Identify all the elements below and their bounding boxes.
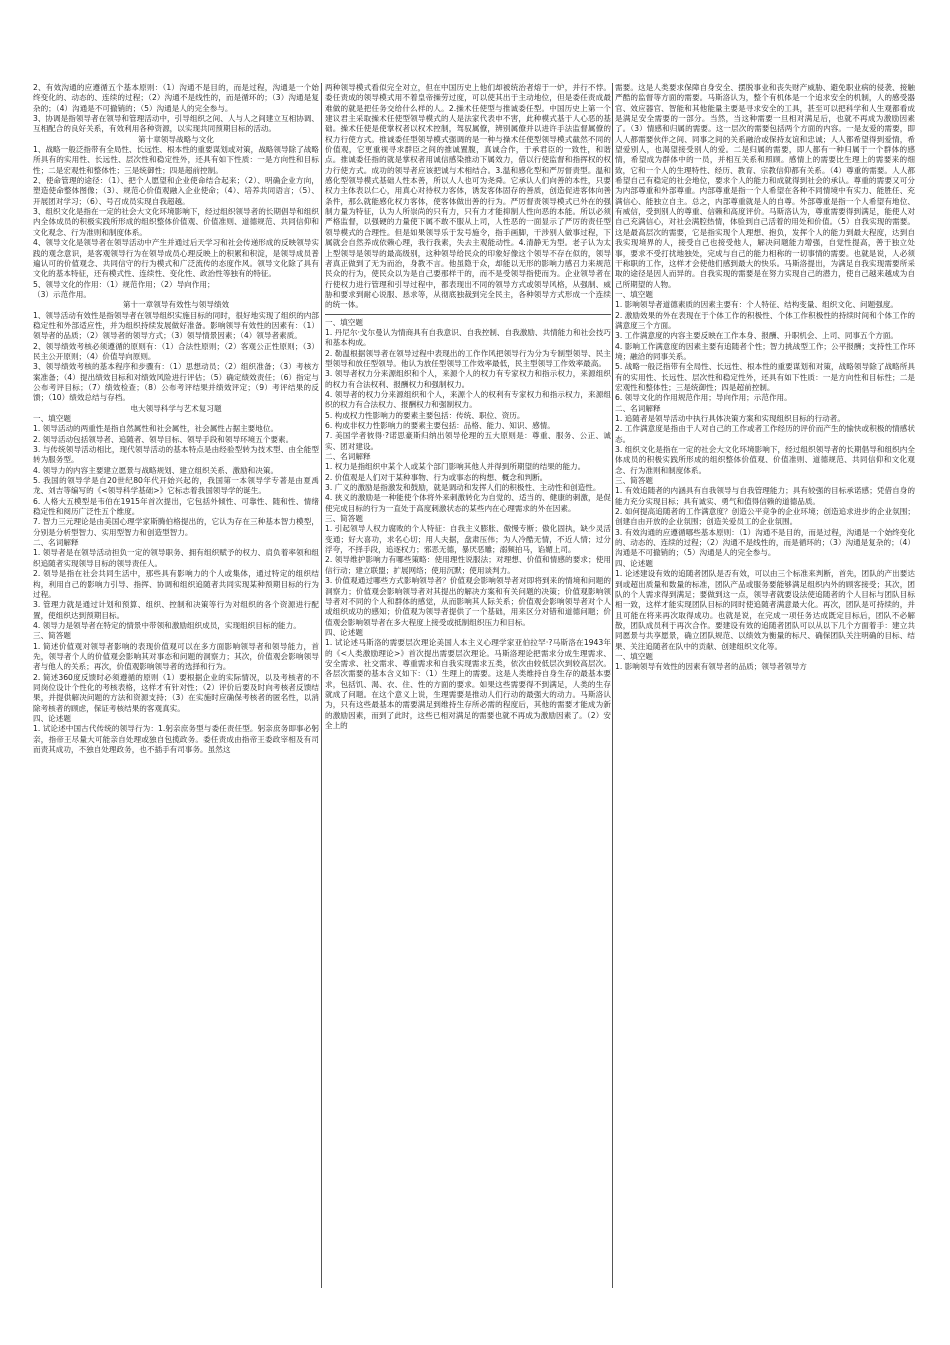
middle-column-separator — [325, 314, 611, 315]
text-paragraph: 4. 领导者的权力分来源组织和个人，来源个人的权利有专家权力和指示权力，来源组织的权力有合法权力、报酬权力和强制权力。 — [325, 389, 611, 410]
text-paragraph: 1. 试论述中国古代传统的领导行为：1.躬亲庶务型与委任责任型。躬亲庶务即事必躬亲，指帝王尽量大可能亲自处理或独自包揽政务。委任责成由指帝王委政宰相及有司而责其成功，不独自处理政务，也不插手有司事务。虽然这 — [33, 724, 319, 754]
column-middle — [325, 83, 611, 1288]
text-paragraph: 两种领导模式看似完全对立，但在中国历史上他们却被统治者熔于一炉，并行不悖。委任责成的领导模式用不着皇帝操劳过度，可以使其出于主动地位，但是委任责成最难做的就是把任务交给什么样的人。2.操术任使型与推诚委任型。中国历史上第一个建议君主采取操术任使型领导模式的人是法家代表申不害，此种模式基于人心恶的基础。操术任使是使掌权者以权术控制，驾驭属僚，辨别属僚并以进许手法监督属僚的权力行使方式。推诚委任型领导模式强调的是一种与操术任使型领导模式截然不同的价值观，它更重视寻求群臣之间的推诚置腹，真诚合作，于承君臣的一致性，和谐点。推诚委任指的就是掌权者用诚信感染推动下属效力，借以行使监督和指挥权的权力行使方式。成功的领导者应该把诚与术相结合。3.温和感化型和严厉督责型。温和感化型领导模式基础人性本善，所以人人也可为尧舜。它承认人们向善的本性，只要权力主体表以仁心，用真心对待权力客体，诱发客体固存的善质，创造促进客体向善条件，那么就能感化权力客体，使客体做出善的行为。严厉督责领导模式已外在的强制力量为特征，认为人所崇尚的只有力，只有力才能抑制人性向恶的本能。所以必须严格监督，以强硬的力量使下属不敢不服从上司，人性恶的一面显示了严厉的责任型领导模式的合理性。但是如果领导乐于发号施令，指手画脚，干涉别人做事过程，下属就会自然养成依赖心理，我行我素，失去主观能动性。4.清静无为型。老子认为太上型领导是领导的最高级别，这种领导给民众的印象好像这个领导不存在似的，领导者真正做到了无为而治，身教不言。他虽隐于众，却能以无形的影响力感召力来规范民众的行为，使民众以为是自己要那样干的，而不是受领导指使而为。企业领导者在行使权力进行管理和引导过程中，都表现出不同的领导方式或领导风格，从强制、威胁和要求到耐心说服、恳求等，从彻底独裁到完全民主，各种领导方式形成一个连续的统一体。 — [325, 83, 611, 310]
text-paragraph: 2. 激励效果的外在表现在于个体工作的积极性、个体工作积极性的持续时间和个体工作的满意度三个方面。 — [615, 310, 915, 330]
text-paragraph: 需要。这是人类要求保障自身安全、摆脱事业和丧失财产威胁、避免职业病的侵袭、接触严酷的监督等方面的需要。马斯洛认为，整个有机体是一个追求安全的机制，人的感受器官、效应器官、智能和其他能量主要是寻求安全的工具，甚至可以把科学和人生观都看成是满足安全需要的一部分。当然，当这种需要一旦相对满足后，也就不再成为激励因素了。（3）情感和归属的需要。这一层次的需要包括两个方面的内容。一是友爱的需要，即人人都需要伙伴之间、同事之间的关系融洽或保持友谊和忠诚；人人都希望得到爱情，希望爱别人，也渴望接受别人的爱。二是归属的需要，即人都有一种归属于一个群体的感情，希望成为群体中的一员，并相互关系和照顾。感情上的需要比生理上的需要来的细致，它和一个人的生理特性、经历、教育、宗教信仰都有关系。（4）尊重的需要。人人都希望自己有稳定的社会地位，要求个人的能力和成就得到社会的承认。尊重的需要又可分为内部尊重和外部尊重。内部尊重是指一个人希望在各种不同情境中有实力、能胜任、充满信心、能独立自主。总之，内部尊重就是人的自尊。外部尊重是指一个人希望有地位、有威信，受到别人的尊重、信赖和高度评价。马斯洛认为，尊重需要得到满足，能使人对自己充满信心，对社会满腔热情，体验到自己活着的用处和价值。（5）自我实现的需要。这是最高层次的需要，它是指实现个人理想、抱负，发挥个人的能力到最大程度，达到自我实现境界的人，接受自己也接受他人，解决问题能力增强，自觉性提高，善于独立处事，要求不受打扰地独处，完成与自己的能力相称的一切事情的需要。也就是说，人必须干称职的工作，这样才会使他们感到最大的快乐。马斯洛提出，为满足自我实现需要所采取的途径是因人而异的。自我实现的需要是在努力实现自己的潜力，使自己越来越成为自己所期望的人物。 — [615, 83, 915, 289]
text-paragraph: 2. 勒温根据领导者在领导过程中表现出的工作作风把领导行为分为专制型领导、民主型领导和放任型领导。他认为放任型领导工作效率最低，民主型领导工作效率最高。 — [325, 348, 611, 368]
text-paragraph: 6. 领导文化的作用规范作用；导向作用；示范作用。 — [615, 393, 792, 403]
text-paragraph: 三、简答题 — [615, 476, 653, 486]
text-paragraph: 1. 追随者是领导活动中执行具体决策方案和实现组织目标的行动者。 — [615, 414, 845, 423]
text-paragraph: 一、填空题 — [615, 651, 653, 661]
text-paragraph: 1. 权力是指组织中某个人或某个部门影响其他人并得到所期望的结果的能力。 — [325, 462, 586, 472]
text-paragraph: 4. 狭义的激励是一种能使个体将外来刺激转化为自觉的、适当的、健康的刺激，是促使完成目标的行为一直处于高度刺激状态的某些内在心理需求的外在因素。 — [325, 493, 611, 513]
text-paragraph: 1. 简述价值观对领导者影响的表现价值观可以在多方面影响领导者和领导能力，首先，领导者个人的价值观会影响其对事态和问题的洞察力；其次，价值观会影响领导者与他人的关系；再次，价值观影响领导者的选择和行为。 — [33, 641, 319, 672]
text-paragraph: 3. 与传统领导活动相比，现代领导活动的基本特点是由经验型转为技术型、由全能型转为服务型。 — [33, 445, 319, 465]
text-paragraph: 二、名词解释 — [33, 538, 79, 548]
text-paragraph: 3. 工作满意度的内容主要反映在工作本身、报酬、升职机会、上司、同事五个方面。 — [615, 331, 899, 341]
text-paragraph: 1. 论述建设有效的追随者团队是否有效，可以由三个标准来判断，首先，团队的产出要达到或超出质量和数量的标准，团队产品或服务要能够满足组织内外的顾客接受；其次，团队的个人需求得到满足；要做到这一点，领导者就要设法使追随者的个人目标与团队目标相一致，这样才能实现团队目标的同时使追随者满意最大化。再次，团队是可持续的，并且可能在将来再次取得成功。也就是说，在完成一项任务达成既定目标后，团队不必解散，团队成员利于再次合作。要建设有效的追随者团队可以从以下几个方面着手：建立共同愿景与共享愿景，确立团队规范、以绩效为衡量的标尺、确保团队关注明确的目标、结果、关注追随者在队中的贡献、创建组织文化等。 — [615, 569, 915, 651]
text-paragraph: 4、领导文化是领导者在领导活动中产生并通过后天学习和社会传递形成的反映领导实践的观念意识，是客观领导行为在领导成员心理反映上的积累和积淀，是领导成员普遍认可的价值观念、共同信守的行为模式和广泛流传的态度作风。领导文化除了具有文化的基本特征，还有模式性、连续性、变化性、政治性等独有的特征。 — [33, 238, 319, 279]
text-paragraph: 1. 影响领导有效性的因素有领导者的品质；领导者领导方 — [615, 662, 807, 672]
text-paragraph: 四、论述题 — [615, 558, 653, 568]
text-paragraph: 4. 影响工作满意度的因素主要有追随者个性；智力挑战型工作；公平报酬；支持性工作环境；融洽的同事关系。 — [615, 341, 915, 361]
text-paragraph: 3、组织文化是指在一定的社会大文化环境影响下，经过组织领导者的长期倡导和组织内全体成员的积极实践所形成的组织整体价值观、价值准则、道德规范、共同信仰和文化观念、行为准则和制度体系。 — [33, 207, 319, 237]
text-paragraph: 5. 构成权力性影响力的要素主要包括：传统、职位、资历。 — [325, 410, 525, 420]
text-paragraph: 5、领导文化的作用：（1）规范作用；（2）导向作用； — [33, 279, 215, 289]
text-paragraph: 3. 领导者权力分来源组织和个人，来源个人的权力有专家权力和指示权力，来源组织的权力有合法权利、报酬权力和强制权力。 — [325, 369, 611, 389]
text-paragraph: 第十章领导战略与文化 — [138, 134, 214, 144]
text-paragraph: 5. 我国的领导学是自20世纪80年代开始兴起的，我国第一本领导学专著是由夏禹龙、刘吉等编写的《<领导科学基础>》它标志着我国领导学的诞生。 — [33, 476, 319, 496]
text-paragraph: （3）示范作用。 — [33, 289, 91, 299]
text-paragraph: 3. 管理力就是通过计划和预算、组织、控制和决策等行为对组织的各个资源进行配置，使组织达到预期目标。 — [33, 600, 319, 620]
text-paragraph: 1. 试论述马斯洛的需要层次理论美国人本主义心理学家亚伯拉罕·?马斯洛在1943年的《<人类激励理论>》首次提出需要层次理论。马斯洛理论把需求分成生理需求、安全需求、社交需求、尊重需求和自我实现需求五类，依次由较低层次到较高层次。各层次需要的基本含义如下：（1）生理上的需要。这是人类维持自身生存的最基本要求，包括饥、渴、衣、住、性的方面的要求。如果这些需要得不到满足，人类的生存就成了问题。在这个意义上说，生理需要是推动人们行动的最强大的动力。马斯洛认为，只有这些最基本的需要满足到维持生存所必需的程度后，其他的需要才能成为新的激励因素，而到了此时，这些已相对满足的需要也就不再成为激励因素了。（2）安全上的 — [325, 638, 611, 730]
exam-page — [33, 83, 917, 1288]
text-paragraph: 6. 构成非权力性影响力的要素主要包括：品格、能力、知识、感情。 — [325, 421, 555, 430]
text-paragraph: 1、领导活动有效性是指领导者在领导组织实施目标的同时，很好地实现了组织的内部稳定性和外部适应性，并为组织持续发展做好准备。影响领导有效性的因素有：（1）领导者的品质；（2）领导者的领导方式；（3）领导情景因素；（4）领导者素质。 — [33, 310, 319, 341]
text-paragraph: 一、填空题 — [33, 414, 71, 423]
text-paragraph: 6. 人格大五模型是韦伯在1915年首次提出，它包括外倾性、可靠性、随和性、情绪稳定性和阅历广泛性五个维度。 — [33, 496, 319, 517]
text-paragraph: 1. 领导活动的两重性是指自然属性和社会属性，社会属性占据主要地位。 — [33, 424, 279, 434]
text-paragraph: 2. 简述360度反馈时必须遵循的原则（1）要根据企业的实际情况，以及考核者的不同岗位设计个性化的考核表格，这样才有针对性；（2）评价后要及时向考核者反馈结果，并提供解决问题的方法和资源支持；（3）在实施时应确保考核者的匿名性，以消除考核者的顾虑，保证考核结果的客观真实。 — [33, 672, 319, 713]
text-paragraph: 二、名词解释 — [325, 452, 371, 462]
text-paragraph: 2. 领导是指在社会共同生活中，那些具有影响力的个人或集体，通过特定的组织结构，利用自己的影响力引导、指挥、协调和组织追随者共同实现某种预期目标的行为过程。 — [33, 569, 319, 599]
text-paragraph: 1. 领导者是在领导活动担负一定的领导职务、拥有组织赋予的权力、肩负着率领和组织追随者实现领导目标的领导责任人。 — [33, 548, 319, 568]
text-paragraph: 7. 美国学者彼得·?诺思豪斯归纳出领导伦理的五大原则是：尊重、服务、公正、诚实、团对建设。 — [325, 431, 611, 451]
text-paragraph: 二、名词解释 — [615, 403, 661, 413]
text-paragraph: 2、有效沟通的应遵循五个基本原则：（1）沟通不是目的，而是过程，沟通是一个始终变化的、动态的、连续的过程；（2）沟通不是线性的，而是循环的；（3）沟通是复杂的；（4）沟通是不可撤销的；（5）沟通是人的完全参与。 — [33, 83, 319, 113]
text-paragraph: 2. 价值观是人们对于某种事物、行为或事态的构想、概念和判断。 — [325, 472, 548, 482]
column-divider-left — [321, 83, 322, 1288]
text-paragraph: 三、简答题 — [33, 631, 71, 641]
text-paragraph: 3. 价值观通过哪些方式影响领导者？价值观会影响领导者对即将到来的情境和问题的洞察力；价值观会影响领导者对其提出的解决方案和有关问题的决策；价值观影响领导者对不同的个人和群体的感觉，从而影响其人际关系；价值观会影响领导者对个人或组织成功的感知；价值观为领导者提供了一个基础，用来区分对错和道德问题；价值观会影响领导者在多大程度上接受或抵制组织压力和目标。 — [325, 576, 611, 627]
text-paragraph: 三、简答题 — [325, 514, 363, 524]
middle-column-top-block — [325, 83, 611, 311]
text-paragraph: 第十一章领导有效性与领导绩效 — [122, 300, 230, 310]
text-paragraph: 3. 组织文化是指在一定的社会大文化环境影响下，经过组织领导者的长期倡导和组织内全体成员的积极实践所形成的组织整体价值观、价值准则、道德规范、共同信仰和文化观念、行为准则和制度体系。 — [615, 445, 915, 475]
column-divider-right — [612, 83, 613, 1288]
text-paragraph: 3. 有效沟通的应遵循哪些基本原则：（1）沟通不是目的，而是过程，沟通是一个始终变化的、动态的、连续的过程；（2）沟通不是线性的，而是循环的；（3）沟通是复杂的；（4）沟通是不可撤销的；（5）沟通是人的完全参与。 — [615, 527, 915, 558]
text-paragraph: 3、领导绩效考核的基本程序和步骤有：（1）思想动员；（2）组织准备；（3）考核方案准备；（4）提出绩效目标和对绩效风险进行评估；（5）确定绩效责任；（6）指定与公布考评目标；（7）绩效检查；（8）公布考评结果并绩效评定；（9）考评结果的反馈；（10）绩效总结与存档。 — [33, 362, 319, 403]
text-paragraph: 7. 智力三元理论是由美国心理学家斯腾伯格提出的，它认为存在三种基本智力模型，分别是分析型智力、实用型智力和创造型智力。 — [33, 517, 319, 537]
text-paragraph: 1、战略一般泛指带有全局性、长远性、根本性的重要谋划或对策，战略领导除了战略所具有的实用性、长远性、层次性和稳定性外，还具有如下性质：一是方向性和目标性；二是宏观性和整体性；三是统御性；四是超前控制。 — [33, 145, 319, 175]
text-paragraph: 2. 工作满意度是指由于人对自己的工作或者工作经历的评价而产生的愉快或积极的情感状态。 — [615, 424, 915, 444]
text-paragraph: 一、填空题 — [615, 289, 653, 299]
text-paragraph: 2. 领导维护影响力有哪些策略：使用理性说服法；对理想、价值和情感的要求；使用信行动；建立联盟；扩展网络；使用沉默；使用谈判力。 — [325, 555, 611, 575]
column-right — [615, 83, 915, 1288]
text-paragraph: 四、论述题 — [325, 627, 363, 637]
text-paragraph: 3. 广义的激励是指激发和鼓励，就是调动和发挥人们的积极性、主动性和创造性。 — [325, 483, 601, 493]
text-paragraph: 2、使命管理的途径：（1）、把个人愿望和企业使命结合起来；（2）、明确企业方向，塑造使命整体图像；（3）、规范心价值观融入企业使命；（4）、培养共同语言；（5）、开展团对学习；（6）、号召成员实现自我超越。 — [33, 176, 319, 206]
text-paragraph: 2. 领导活动包括领导者、追随者、领导目标、领导手段和领导环境五个要素。 — [33, 434, 294, 444]
middle-column-bottom-block — [325, 318, 611, 732]
text-paragraph: 4. 领导力的内容主要建立愿景与战略规划、建立组织关系、激励和决策。 — [33, 465, 279, 475]
text-paragraph: 2. 如何提高追随者的工作满意度？创造公平竞争的企业环境；创造追求进步的企业氛围；创建自由开放的企业氛围；创造关爱员工的企业氛围。 — [615, 507, 915, 527]
text-paragraph: 四、论述题 — [33, 713, 71, 723]
text-paragraph: 电大领导科学与艺术复习题 — [130, 403, 222, 413]
text-paragraph: 3、协调是指领导者在领导和管理活动中，引导组织之间、人与人之间建立互相协调、互相配合的良好关系，有效利用各种资源，以实现共同预期目标的活动。 — [33, 114, 319, 134]
text-paragraph: 2、领导绩效考核必须遵循的原则有：（1）合法性原则；（2）客观公正性原则；（3）民主公开原则；（4）价值导向原则。 — [33, 341, 319, 361]
text-paragraph: 1. 丹尼尔·戈尔曼认为情商具有自我意识、自我控制、自我激励、共情能力和社会技巧和基本构成。 — [325, 327, 611, 348]
text-paragraph: 4. 领导力是领导者在特定的情景中带领和激励组织成员，实现组织目标的能力。 — [33, 620, 301, 630]
text-paragraph: 1. 有效追随者的内涵具有自我领导与自我管理能力；具有较强的目标承诺感；凭借自身的能力充分实现目标；具有诚实、勇气和值得信赖的道德品质。 — [615, 486, 915, 506]
text-paragraph: 5. 战略一般泛指带有全局性、长远性、根本性的重要谋划和对策，战略领导除了战略所具有的实用性、长远性、层次性和稳定性外，还具有如下性质：一是方向性和目标性；二是宏观性和整体性；三是统御性；四是超前控制。 — [615, 362, 915, 392]
text-paragraph: 1. 引起领导人权力腐败的个人特征：自我主义膨胀、傲慢专断；傲化固执，缺少灵活变通；好大喜功，求名心切；用人夫据，盘肃压伟；为人冷酷无情，不近人情；过分浮夸，不择手段，追逐权力；邪恶无德，暴厌恶雕；溺频拍马，谄媚上司。 — [325, 524, 611, 555]
text-paragraph: 1. 影响领导者道德素质的因素主要有：个人特征、结构变量、组织文化、问题强度。 — [615, 300, 899, 310]
column-left — [33, 83, 319, 1288]
text-paragraph: 一、填空题 — [325, 317, 363, 327]
